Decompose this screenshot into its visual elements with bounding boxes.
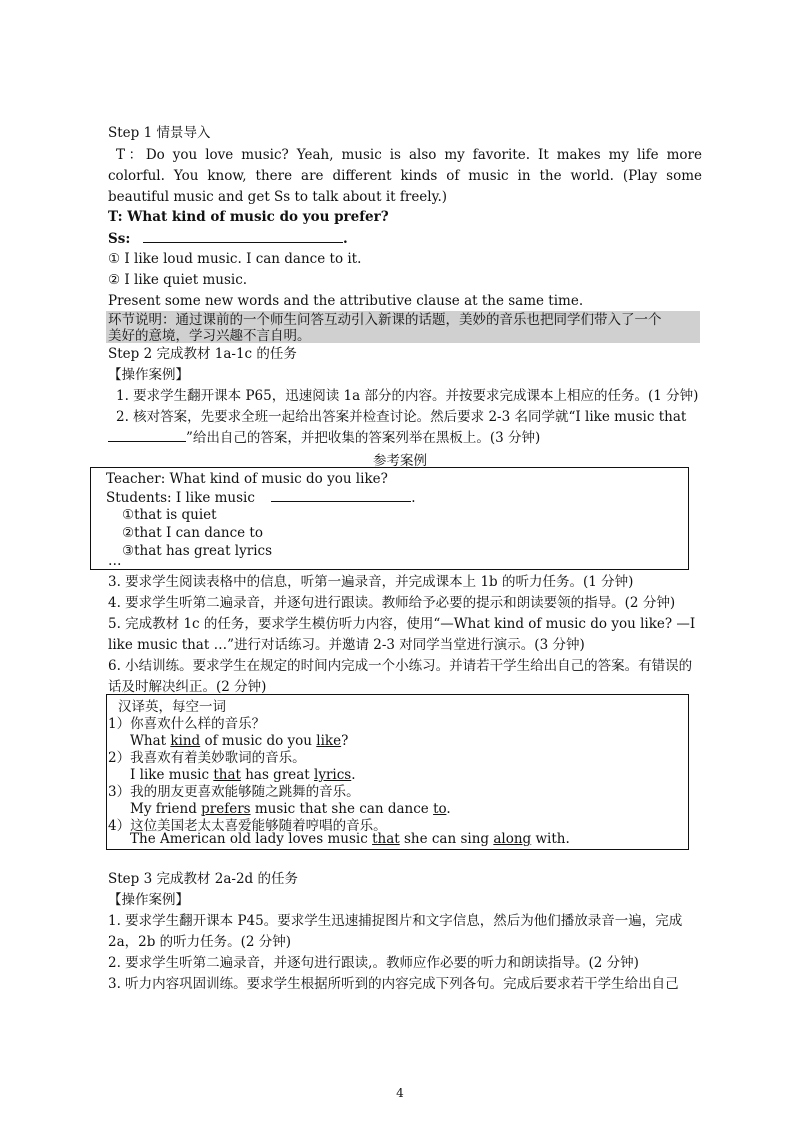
- step2-item4: 4. 要求学生听第二遍录音，并逐句进行跟读。教师给予必要的提示和朗读要领的指导。(2 分钟): [108, 595, 676, 611]
- step3-title: Step 3 完成教材 2a-2d 的任务: [108, 871, 298, 887]
- box1-ellipsis: …: [108, 553, 122, 569]
- step1-option2: ② I like quiet music.: [108, 272, 248, 288]
- box2-q4-en: [130, 830, 570, 848]
- box2-heading: 汉译英，每空一词: [118, 699, 226, 715]
- q2-answer-2: lyrics: [314, 767, 352, 783]
- box2-q1-cn: 1）你喜欢什么样的音乐？: [108, 716, 266, 732]
- step3-item2: 2. 要求学生听第二遍录音，并逐句进行跟读,。教师应作必要的听力和朗读指导。(2 分钟): [108, 955, 639, 971]
- q2-text-a: I like music: [130, 767, 214, 783]
- q4-text-c: she can sing: [399, 831, 494, 847]
- step2-item2-line2: ”给出自己的答案，并把收集的答案列举在黑板上。(3 分钟): [186, 430, 541, 446]
- q3-text-a: My friend: [130, 801, 202, 817]
- box2-q4-cn: 4）这位美国老太太喜爱能够随着哼唱的音乐。: [108, 818, 387, 834]
- q1-answer-1: kind: [170, 733, 201, 749]
- ss-answer-blank: [143, 229, 343, 243]
- step1-title: Step 1 情景导入: [108, 125, 211, 141]
- step3-item1-line1: 1. 要求学生翻开课本 P45。要求学生迅速捕捉图片和文字信息，然后为他们播放录音一遍，完成: [108, 913, 683, 929]
- step2-item6-line2: 话及时解决纠正。(2 分钟): [108, 679, 267, 695]
- step1-option1: ① I like loud music. I can dance to it.: [108, 251, 362, 267]
- q2-text-c: has great: [240, 767, 315, 783]
- step1-intro: T：Do you love music? Yeah, music is also my favorite. It makes my life more colorful. You know, there are different kinds of music in the world. (Play some beautiful music and get Ss to talk about it freely.): [108, 147, 702, 205]
- q1-text-c: of music do you: [200, 733, 317, 749]
- q1-text-a: What: [130, 733, 171, 749]
- q3-text-c: music that she can dance: [250, 801, 434, 817]
- box2-q2-cn: 2）我喜欢有着美妙歌词的音乐。: [108, 750, 306, 766]
- step3-item3: 3. 听力内容巩固训练。要求学生根据所听到的内容完成下列各句。完成后要求若干学生给出自己: [108, 976, 679, 992]
- q4-text-a: The American old lady loves music: [130, 831, 373, 847]
- step3-item1-line2: 2a，2b 的听力任务。(2 分钟): [108, 934, 292, 950]
- q2-answer-1: that: [213, 767, 241, 783]
- step2-item2-line2-row: [108, 428, 540, 447]
- step1-present: Present some new words and the attributive clause at the same time.: [108, 293, 584, 309]
- q3-text-e: .: [446, 801, 451, 817]
- q4-text-e: with.: [531, 831, 570, 847]
- q4-answer-1: that: [372, 831, 400, 847]
- q2-text-e: .: [351, 767, 356, 783]
- box2-q3-cn: 3）我的朋友更喜欢能够随之跳舞的音乐。: [108, 784, 360, 800]
- step2-item2-line1: 2. 核对答案，先要求全班一起给出答案并检查讨论。然后要求 2-3 名同学就“I like music that: [116, 409, 687, 425]
- step2-case-header: 【操作案例】: [108, 367, 189, 383]
- step2-item3: 3. 要求学生阅读表格中的信息，听第一遍录音，并完成课本上 1b 的听力任务。(1 分钟): [108, 574, 634, 590]
- step2-item1: 1. 要求学生翻开课本 P65，迅速阅读 1a 部分的内容。并按要求完成课本上相应的任务。(1 分钟): [116, 388, 699, 404]
- item2-blank: [108, 428, 186, 442]
- reference-title: 参考案例: [373, 453, 427, 469]
- step2-item5-line2: like music that …”进行对话练习。并邀请 2-3 对同学当堂进行演示。(3 分钟): [108, 637, 585, 653]
- step3-case-header: 【操作案例】: [108, 892, 189, 908]
- q1-text-e: ?: [341, 733, 349, 749]
- box2-q1-en: [130, 732, 348, 750]
- page-number: 4: [396, 1086, 404, 1100]
- ss-answer-line: Ss: .: [108, 231, 348, 247]
- step2-title: Step 2 完成教材 1a-1c 的任务: [108, 346, 297, 362]
- step1-question: T: What kind of music do you prefer?: [108, 209, 389, 225]
- box1-students: Students: I like music: [106, 490, 255, 506]
- q4-answer-2: along: [493, 831, 532, 847]
- step2-item6-line1: 6. 小结训练。要求学生在规定的时间内完成一个小练习。并请若干学生给出自己的答案。有错误的: [108, 658, 693, 674]
- box1-opt2: ②that I can dance to: [122, 525, 263, 541]
- box1-opt1: ①that is quiet: [122, 507, 217, 523]
- box1-opt3: ③that has great lyrics: [122, 543, 273, 559]
- q3-answer-2: to: [433, 801, 447, 817]
- box1-students-row: Students: I like music .: [106, 490, 416, 506]
- ss-label: Ss:: [108, 231, 131, 247]
- box1-students-blank: [271, 488, 411, 502]
- q3-answer-1: prefers: [201, 801, 251, 817]
- step2-item5-line1: 5. 完成教材 1c 的任务，要求学生模仿听力内容，使用“—What kind of music do you like? —I: [108, 616, 696, 632]
- box2-q3-en: [130, 800, 451, 818]
- box2-q2-en: [130, 766, 356, 784]
- box1-teacher: Teacher: What kind of music do you like?: [106, 471, 388, 487]
- q1-answer-2: like: [316, 733, 342, 749]
- step1-note-line2: 美好的意境，学习兴趣不言自明。: [108, 328, 311, 344]
- step1-note-line1: 环节说明：通过课前的一个师生问答互动引入新课的话题，美妙的音乐也把同学们带入了一个: [108, 312, 662, 328]
